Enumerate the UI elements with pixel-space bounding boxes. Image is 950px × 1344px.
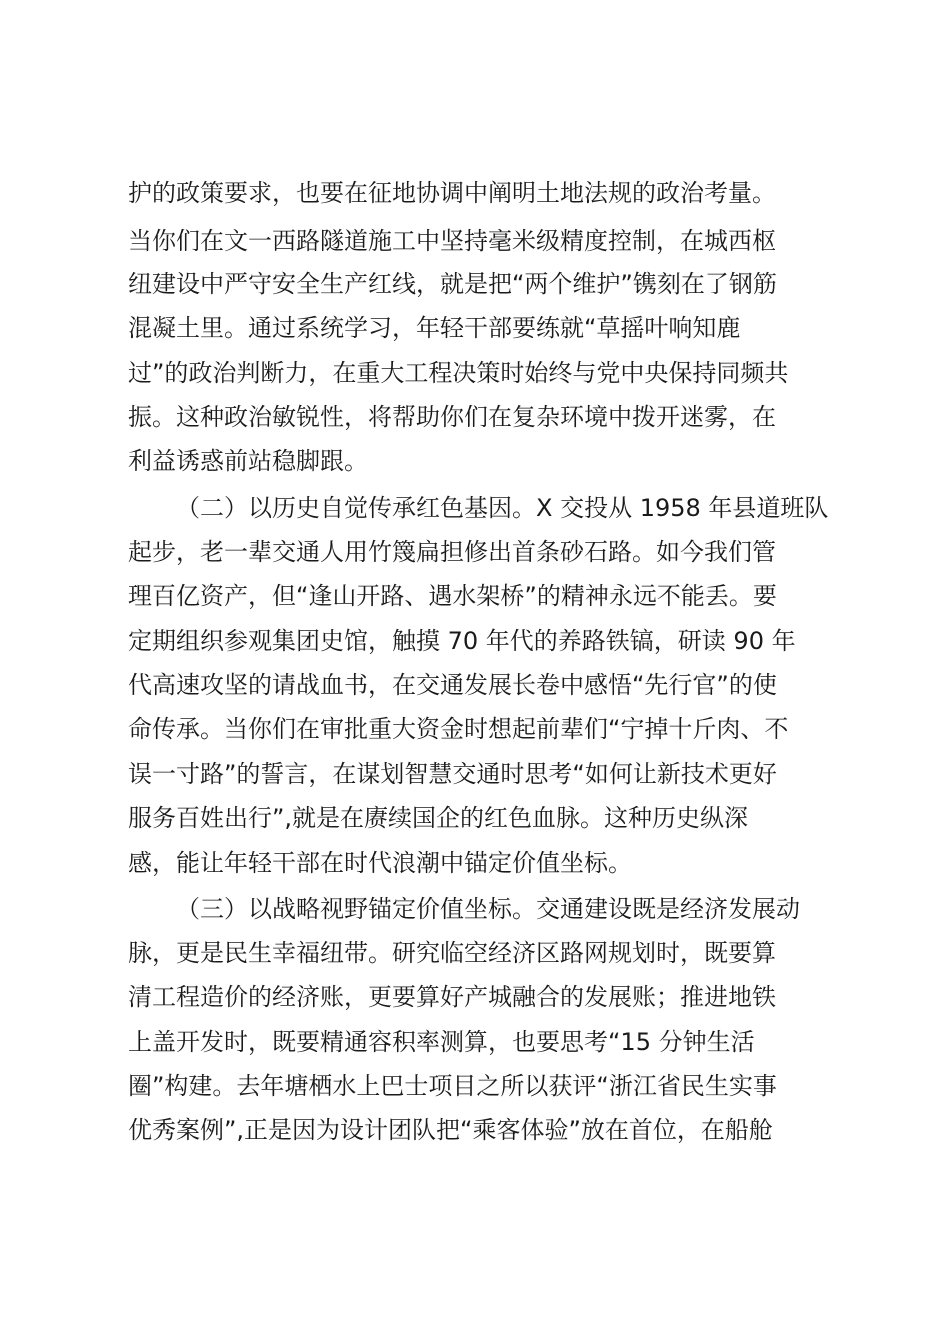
text-line: 利益诱惑前站稳脚跟。	[128, 447, 368, 475]
text-line: 清工程造价的经济账，更要算好产城融合的发展账；推进地铁	[128, 983, 776, 1011]
text-line: 过”的政治判断力，在重大工程决策时始终与党中央保持同频共	[128, 359, 789, 387]
text-line: 护的政策要求，也要在征地协调中阐明土地法规的政治考量。	[128, 179, 776, 207]
text-line: 当你们在文一西路隧道施工中坚持毫米级精度控制，在城西枢	[128, 227, 776, 255]
text-line: 定期组织参观集团史馆，触摸 70 年代的养路铁镐，研读 90 年	[128, 627, 796, 655]
text-line: 上盖开发时，既要精通容积率测算，也要思考“15 分钟生活	[128, 1028, 755, 1056]
text-line: 命传承。当你们在审批重大资金时想起前辈们“宁掉十斤肉、不	[128, 715, 789, 743]
text-line: 纽建设中严守安全生产红线，就是把“两个维护”镌刻在了钢筋	[128, 270, 777, 298]
text-line: 理百亿资产，但“逢山开路、遇水架桥”的精神永远不能丢。要	[128, 582, 777, 610]
text-line: 混凝土里。通过系统学习，年轻干部要练就“草摇叶响知鹿	[128, 314, 741, 342]
text-line: 服务百姓出行”,就是在赓续国企的红色血脉。这种历史纵深	[128, 804, 749, 832]
text-line: 优秀案例”,正是因为设计团队把“乘客体验”放在首位，在船舱	[128, 1116, 773, 1144]
text-line: 振。这种政治敏锐性，将帮助你们在复杂环境中拨开迷雾，在	[128, 403, 776, 431]
text-line: 误一寸路”的誓言，在谋划智慧交通时思考“如何让新技术更好	[128, 760, 777, 788]
text-line: 圈”构建。去年塘栖水上巴士项目之所以获评“浙江省民生实事	[128, 1072, 777, 1100]
text-line: 感，能让年轻干部在时代浪潮中锚定价值坐标。	[128, 849, 632, 877]
text-line: 起步，老一辈交通人用竹篾扁担修出首条砂石路。如今我们管	[128, 538, 776, 566]
paragraph-heading: （三）以战略视野锚定价值坐标。交通建设既是经济发展动	[176, 895, 800, 923]
text-line: 脉，更是民生幸福纽带。研究临空经济区路网规划时，既要算	[128, 939, 776, 967]
paragraph-heading: （二）以历史自觉传承红色基因。X 交投从 1958 年县道班队	[176, 494, 829, 522]
text-line: 代高速攻坚的请战血书，在交通发展长卷中感悟“先行官”的使	[128, 671, 777, 699]
